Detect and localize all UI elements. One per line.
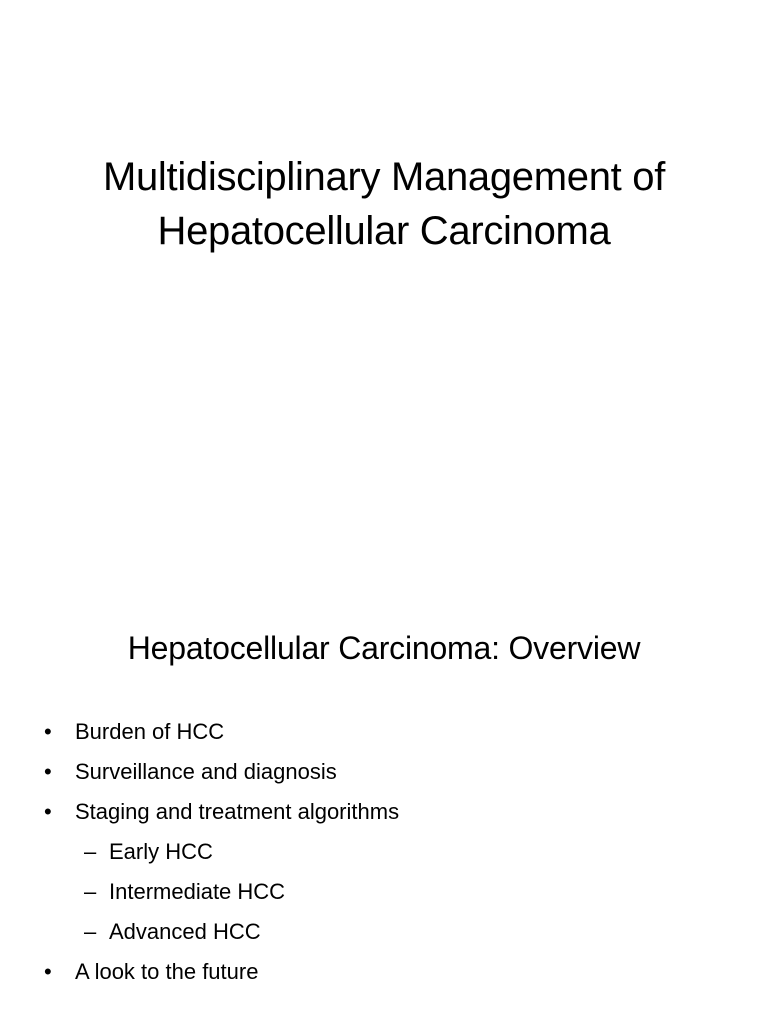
sub-bullet-text: Intermediate HCC — [109, 879, 286, 904]
bullet-list — [0, 712, 399, 992]
overview-slide — [0, 512, 768, 1024]
bullet-marker: • — [44, 719, 52, 744]
bullet-item-future — [0, 952, 399, 992]
bullet-text: A look to the future — [75, 959, 259, 984]
dash-marker: – — [84, 879, 97, 904]
bullet-text: Burden of HCC — [75, 719, 225, 744]
sub-bullet-item-intermediate — [0, 872, 399, 912]
presentation-title — [0, 150, 768, 258]
bullet-text: Staging and treatment algorithms — [75, 799, 400, 824]
bullet-text: Surveillance and diagnosis — [75, 759, 337, 784]
sub-bullet-item-advanced — [0, 912, 399, 952]
sub-bullet-item-early — [0, 832, 399, 872]
bullet-marker: • — [44, 799, 52, 824]
slide-title: Hepatocellular Carcinoma: Overview — [127, 630, 641, 666]
presentation-title-line-2: Hepatocellular Carcinoma — [157, 209, 611, 253]
bullet-marker: • — [44, 959, 52, 984]
sub-bullet-text: Early HCC — [109, 839, 213, 864]
bullet-marker: • — [44, 759, 52, 784]
dash-marker: – — [84, 919, 97, 944]
dash-marker: – — [84, 839, 97, 864]
sub-bullet-text: Advanced HCC — [109, 919, 261, 944]
bullet-item-burden — [0, 712, 399, 752]
bullet-item-staging — [0, 792, 399, 832]
presentation-title-line-1: Multidisciplinary Management of — [102, 155, 666, 199]
bullet-item-surveillance — [0, 752, 399, 792]
